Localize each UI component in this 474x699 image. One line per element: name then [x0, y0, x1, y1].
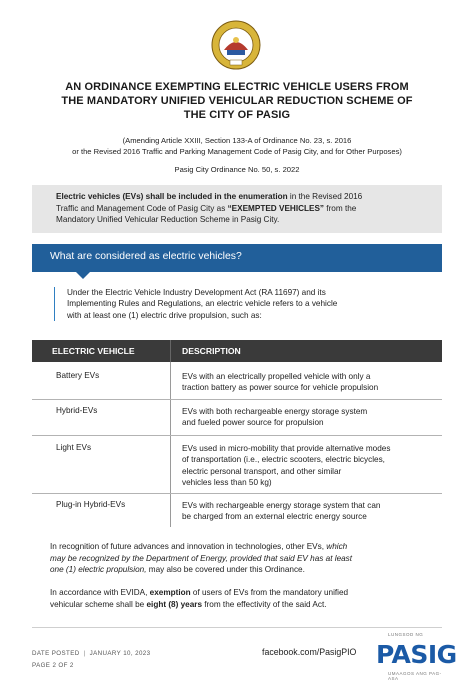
- summary-text: from the: [324, 203, 357, 213]
- paragraph-text: from the effectivity of the said Act.: [202, 599, 327, 609]
- definition-line: with at least one (1) electric drive propulsion, such as:: [67, 310, 262, 320]
- row-divider: [32, 435, 442, 436]
- question-text: What are considered as electric vehicles?: [50, 251, 242, 262]
- footer-divider: [32, 627, 442, 628]
- summary-bold: Electric vehicles (EVs) shall be included in the enumeration: [56, 192, 288, 201]
- description-line: EVs with rechargeable energy storage system that can: [182, 501, 381, 510]
- subtitle-line: (Amending Article XXIII, Section 133-A of Ordinance No. 23, s. 2016: [122, 136, 352, 145]
- paragraph-text: of users of EVs from the mandatory unified: [190, 588, 349, 597]
- paragraph-text: In recognition of future advances and innovation in technologies, other EVs,: [50, 542, 327, 551]
- subtitle-line: or the Revised 2016 Traffic and Parking Management Code of Pasig City, and for Other Purposes): [72, 147, 402, 156]
- column-header: DESCRIPTION: [182, 346, 241, 356]
- vehicle-description: [182, 443, 390, 489]
- row-divider: [32, 399, 442, 400]
- paragraph-text: may also be covered under this Ordinance.: [146, 565, 305, 575]
- column-header: ELECTRIC VEHICLE: [52, 346, 135, 356]
- logo-wordmark: PASIG: [376, 640, 457, 669]
- description-line: EVs with an electrically propelled vehicle with only a: [182, 372, 371, 381]
- facebook-link[interactable]: facebook.com/PasigPIO: [262, 647, 357, 657]
- date-label: DATE POSTED: [32, 650, 80, 657]
- definition-line: Under the Electric Vehicle Industry Development Act (RA 11697) and its: [67, 288, 326, 297]
- vehicle-description: [182, 500, 380, 523]
- definition-text: [54, 287, 444, 321]
- description-line: be charged from an external electric energy source: [182, 512, 367, 522]
- description-line: EVs with both rechargeable energy storage system: [182, 407, 368, 416]
- summary-bold: “EXEMPTED VEHICLES”: [227, 203, 325, 213]
- document-title: [20, 80, 454, 122]
- summary-text: Traffic and Management Code of Pasig City as: [56, 203, 228, 213]
- row-divider: [32, 493, 442, 494]
- summary-text: Mandatory Unified Vehicular Reduction Scheme in Pasig City.: [56, 215, 280, 224]
- description-line: traction battery as power source for vehicle propulsion: [182, 383, 379, 393]
- vehicle-type: Light EVs: [56, 443, 92, 452]
- title-line: THE CITY OF PASIG: [183, 109, 291, 121]
- date-value: JANUARY 10, 2023: [89, 650, 151, 657]
- vehicle-type: Hybrid-EVs: [56, 406, 98, 415]
- summary-text: in the Revised 2016: [287, 192, 363, 201]
- column-divider: [170, 362, 171, 527]
- paragraph-italic: may be recognized by the Department of Energy, provided that said EV has at least: [50, 553, 353, 563]
- date-separator: |: [83, 650, 86, 657]
- description-line: EVs used in micro-mobility that provide alternative modes: [182, 444, 391, 453]
- description-line: of transportation (i.e., electric scooters, electric bicycles,: [182, 455, 385, 465]
- header-divider: [170, 340, 171, 362]
- city-seal-icon: [211, 20, 261, 70]
- page-number: PAGE 2 OF 2: [32, 662, 74, 669]
- paragraph-text: vehicular scheme shall be: [50, 599, 147, 609]
- document-subtitle: [20, 135, 454, 157]
- banner-pointer: [76, 272, 90, 279]
- title-line: THE MANDATORY UNIFIED VEHICULAR REDUCTION SCHEME OF: [61, 95, 413, 107]
- ordinance-number: Pasig City Ordinance No. 50, s. 2022: [174, 165, 300, 174]
- definition-line: Implementing Rules and Regulations, an electric vehicle refers to a vehicle: [67, 299, 338, 309]
- table-header: [32, 340, 442, 362]
- description-line: electric personal transport, and other similar: [182, 466, 342, 476]
- vehicle-type: Battery EVs: [56, 371, 100, 380]
- paragraph-bold: eight (8) years: [146, 599, 202, 609]
- vehicle-type: Plug-in Hybrid-EVs: [56, 500, 126, 509]
- summary-box: [32, 185, 442, 233]
- logo-tagline: UMAAGOS ANG PAG-ASA: [388, 671, 442, 681]
- vehicle-description: [182, 406, 367, 429]
- description-line: and fueled power source for propulsion: [182, 418, 324, 428]
- future-evs-paragraph: [50, 541, 430, 576]
- paragraph-text: In accordance with EVIDA,: [50, 588, 150, 597]
- paragraph-italic: which: [326, 542, 348, 551]
- title-line: AN ORDINANCE EXEMPTING ELECTRIC VEHICLE USERS FROM: [65, 81, 409, 93]
- description-line: vehicles less than 50 kg): [182, 478, 272, 488]
- pasig-logo: [374, 632, 457, 682]
- vehicle-description: [182, 371, 378, 394]
- date-posted: [32, 650, 151, 657]
- paragraph-italic: one (1) electric propulsion,: [50, 565, 147, 575]
- logo-top-text: LUNGSOD NG: [388, 632, 424, 637]
- question-banner: [32, 244, 442, 272]
- paragraph-bold: exemption: [149, 588, 191, 597]
- exemption-paragraph: [50, 587, 430, 610]
